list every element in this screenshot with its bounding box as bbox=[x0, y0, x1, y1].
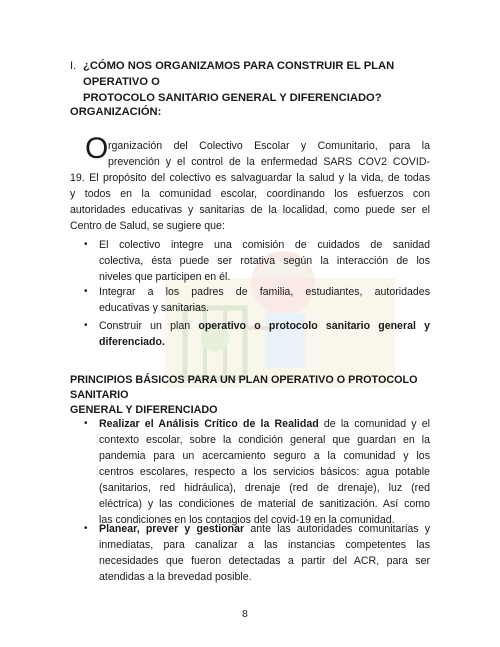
paragraph-line: rganización del Colectivo Escolar y Comunitario, para la bbox=[108, 140, 430, 152]
bullet-dot: • bbox=[84, 286, 88, 297]
bullet-line: contexto escolar, sobre la condición general que guardan en la bbox=[99, 434, 430, 446]
bullet-line: las condiciones en los contagios del covid-19 en la comunidad. bbox=[99, 514, 395, 526]
bullet-line bbox=[99, 318, 430, 334]
bullet-dot: • bbox=[84, 320, 88, 331]
bullet-line: atendidas a la brevedad posible. bbox=[99, 571, 252, 583]
section-heading bbox=[70, 58, 430, 106]
bullet-line: colectiva, ésta puede ser rotativa según la interacción de los bbox=[99, 255, 430, 267]
bullet-text: ante las autoridades comunitarias y bbox=[244, 523, 430, 535]
bullet-line: niveles que participen en él. bbox=[99, 271, 231, 283]
paragraph-line: Centro de Salud, se sugiere que: bbox=[70, 220, 225, 232]
principios-title-line-2: GENERAL Y DIFERENCIADO bbox=[70, 404, 218, 416]
bullet-line bbox=[99, 416, 430, 432]
bullet-line: inmediatas, para canalizar a las instancias competentes las bbox=[99, 539, 430, 551]
bullet-line: educativas y sanitarias. bbox=[99, 302, 210, 314]
bullet-dot: • bbox=[84, 418, 88, 429]
bullet-line bbox=[99, 521, 430, 537]
principios-title bbox=[70, 373, 440, 418]
bullet-text: Construir un plan bbox=[99, 320, 199, 332]
drop-cap: O bbox=[85, 132, 109, 165]
bullet-bold-text: Realizar el Análisis Crítico de la Realidad bbox=[99, 418, 319, 430]
organizacion-title: ORGANIZACIÓN: bbox=[70, 106, 162, 118]
paragraph-line: 19. El propósito del colectivo es salvaguardar la salud y la vida, de todas bbox=[70, 172, 430, 184]
bullet-text: de la comunidad y el bbox=[318, 418, 430, 430]
bullet-bold-text: operativo o protocolo sanitario general y bbox=[198, 320, 430, 332]
principios-title-line-1: PRINCIPIOS BÁSICOS PARA UN PLAN OPERATIVO O PROTOCOLO SANITARIO bbox=[70, 374, 418, 401]
bullet-dot: • bbox=[84, 523, 88, 534]
bullet-line: pandemia para un acercamiento seguro a la comunidad y los bbox=[99, 450, 430, 462]
bullet-bold-text: Planear, prever y gestionar bbox=[99, 523, 245, 535]
section-number: I. bbox=[70, 60, 77, 72]
bullet-line: (sanitarios, red hidráulica), drenaje (red de drenaje), luz (red bbox=[99, 482, 430, 494]
bullet-bold-line: diferenciado. bbox=[99, 336, 165, 348]
section-heading-line-1: ¿CÓMO NOS ORGANIZAMOS PARA CONSTRUIR EL PLAN OPERATIVO O bbox=[83, 60, 395, 88]
page-number: 8 bbox=[242, 608, 248, 620]
paragraph-line: y todos en la comunidad escolar, coordinando los esfuerzos con bbox=[70, 188, 430, 200]
paragraph-line: autoridades educativas y sanitarias de la localidad, como puede ser el bbox=[70, 204, 430, 216]
bullet-line: Integrar a los padres de familia, estudiantes, autoridades bbox=[99, 286, 430, 298]
section-heading-line-2: PROTOCOLO SANITARIO GENERAL Y DIFERENCIADO? bbox=[83, 92, 382, 104]
bullet-dot: • bbox=[84, 239, 88, 250]
bullet-line: centros escolares, respecto a los servicios básicos: agua potable bbox=[99, 466, 430, 478]
bullet-line: El colectivo integre una comisión de cuidados de sanidad bbox=[99, 239, 430, 251]
bullet-line: necesidades que fueron detectadas a partir del ACR, para ser bbox=[99, 555, 430, 567]
paragraph-line: prevención y el control de la enfermedad SARS COV2 COVID- bbox=[108, 156, 430, 168]
bullet-line: eléctrica) y las condiciones de material de sanitización. Así como bbox=[99, 498, 430, 510]
